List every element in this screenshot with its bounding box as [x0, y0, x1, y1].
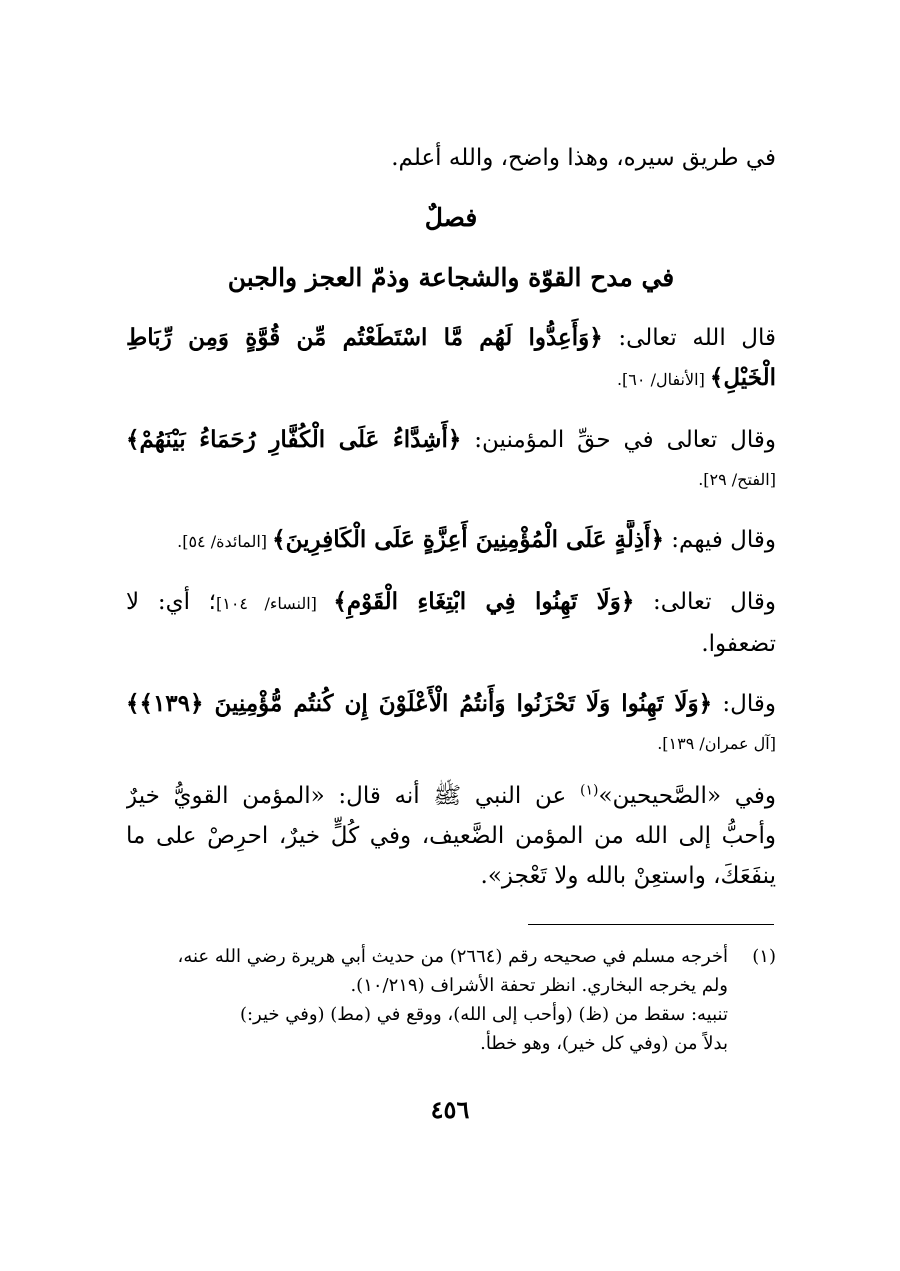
footnote-1-line-2: ولم يخرجه البخاري. انظر تحفة الأشراف (١٠/٢١٩).: [350, 975, 728, 996]
paragraph-6-line-3: ينفَعَكَ، واستعِنْ بالله ولا تَعْجز».: [480, 863, 776, 889]
p2-reference: [الفتح/ ٢٩].: [698, 470, 776, 489]
p4-tail: ؛ أي: لا: [126, 589, 216, 615]
footnote-number: (١): [752, 946, 776, 967]
p1-quran-verse: ﴿وَأَعِدُّوا لَهُم مَّا اسْتَطَعْتُم مِّن قُوَّةٍ وَمِن رِّبَاطِ: [126, 324, 603, 351]
footnote-marker[interactable]: (١): [579, 782, 599, 799]
paragraph-4-line-1: [126, 582, 776, 624]
p2-quran-verse: ﴿أَشِدَّاءُ عَلَى الْكُفَّارِ رُحَمَاءُ بَيْنَهُمْ﴾: [126, 426, 462, 453]
paragraph-5-line-1: [126, 684, 776, 724]
continuation-line: في طريق سيره، وهذا واضح، والله أعلم.: [391, 145, 776, 171]
p2-lead: وقال تعالى في حقِّ المؤمنين:: [461, 427, 776, 453]
footnote-1-text: أخرجه مسلم في صحيحه رقم (٢٦٦٤) من حديث أبي هريرة رضي الله عنه،: [177, 946, 728, 967]
p3-quran-verse: ﴿أَذِلَّةٍ عَلَى الْمُؤْمِنِينَ أَعِزَّةٍ عَلَى الْكَافِرِينَ﴾: [272, 526, 664, 553]
paragraph-4-line-2: تضعفوا.: [701, 631, 776, 657]
p1-lead: قال الله تعالى:: [602, 325, 776, 351]
p5-lead: وقال:: [712, 691, 776, 717]
p6-hadith-start: عن النبي ﷺ أنه قال: «المؤمن القويُّ خيرٌ: [126, 783, 580, 809]
paragraph-6-line-2: وأحبُّ إلى الله من المؤمن الضَّعيف، وفي كُلٍّ خيرٌ، احرِصْ على ما: [126, 823, 776, 849]
p6-lead: وفي «الصَّحيحين»: [598, 783, 776, 809]
section-heading: فصلٌ: [424, 203, 478, 232]
p1-quran-verse-end: الْخَيْلِ﴾: [709, 364, 776, 391]
p5-quran-verse: ﴿وَلَا تَهِنُوا وَلَا تَحْزَنُوا وَأَنتُمُ الْأَعْلَوْنَ إِن كُنتُم مُّؤْمِنِينَ ﴿١٣٩﴾﴾: [126, 690, 713, 717]
footnotes: [126, 942, 776, 1058]
p4-quran-verse: ﴿وَلَا تَهِنُوا فِي ابْتِغَاءِ الْقَوْمِ﴾: [333, 588, 635, 615]
paragraph-1-line-1: [126, 318, 776, 358]
footnote-divider: [528, 924, 774, 925]
p3-reference: [المائدة/ ٥٤].: [177, 532, 273, 551]
footnote-1-line-3: تنبيه: سقط من (ظ) (وأحب إلى الله)، ووقع في (مط) (وفي خير:): [239, 1004, 728, 1025]
paragraph-6-line-1: [126, 776, 776, 816]
p4-lead: وقال تعالى:: [634, 589, 776, 615]
footnote-1-line-1: [126, 942, 776, 971]
p1-reference: [الأنفال/ ٦٠].: [616, 370, 710, 389]
footnote-1-line-4: بدلاً من (وفي كل خير)، وهو خطأ.: [480, 1033, 728, 1054]
section-subheading: في مدح القوّة والشجاعة وذمّ العجز والجبن: [227, 263, 675, 292]
p3-lead: وقال فيهم:: [663, 527, 776, 553]
paragraph-2-line-1: [126, 420, 776, 460]
paragraph-3: [126, 520, 776, 562]
p5-reference: [آل عمران/ ١٣٩].: [657, 734, 776, 753]
main-text: [126, 138, 776, 896]
page-number: ٤٥٦: [430, 1095, 470, 1124]
p4-reference: [النساء/ ١٠٤]: [215, 594, 334, 613]
paragraph-1-line-2: [126, 358, 776, 400]
